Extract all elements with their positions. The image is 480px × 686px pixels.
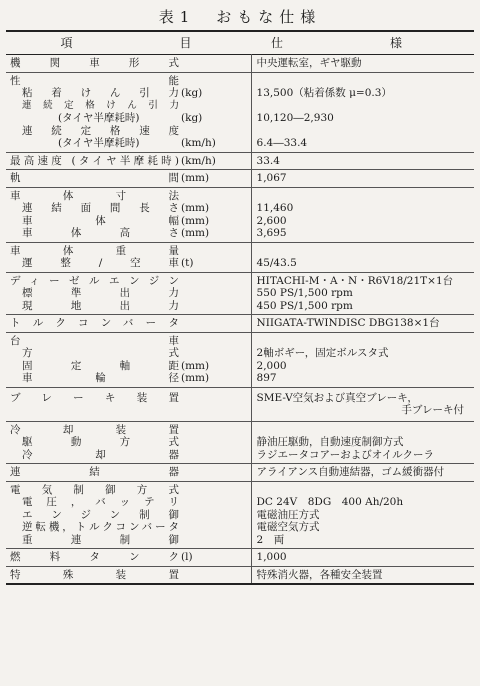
spec-cell — [251, 242, 474, 272]
spec-value: 450 PS/1,500 rpm — [256, 299, 353, 312]
spec-group-row — [6, 315, 474, 333]
unit-cell — [181, 549, 251, 567]
unit-label: (km/h) — [181, 137, 216, 149]
spec-cell — [251, 421, 474, 464]
spec-value: HITACHI-M・A・N・R6V18/21T×1台 — [256, 274, 454, 287]
spec-cell — [251, 72, 474, 152]
item-label: 連結器 — [10, 466, 179, 478]
unit-label — [181, 300, 251, 313]
unit-label — [181, 534, 251, 547]
spec-cell — [251, 464, 474, 482]
unit-label — [181, 75, 251, 88]
spec-cell — [251, 55, 474, 73]
unit-cell — [181, 566, 251, 584]
spec-value: 2,600 — [256, 214, 287, 227]
spec-value — [257, 75, 475, 88]
spec-table — [6, 30, 474, 585]
unit-label — [181, 521, 251, 534]
unit-cell — [181, 55, 251, 73]
unit-label: (mm) — [181, 227, 210, 239]
unit-cell — [181, 187, 251, 242]
unit-cell — [181, 315, 251, 333]
spec-group-row — [6, 152, 474, 170]
item-label: 機関車形式 — [10, 57, 179, 69]
spec-value — [257, 190, 475, 203]
item-label: 逆転機，トルクコンバータ — [22, 521, 179, 533]
spec-cell — [251, 566, 474, 584]
unit-cell — [181, 332, 251, 387]
unit-label: (mm) — [181, 202, 210, 214]
item-label: 性能 — [10, 74, 179, 87]
unit-label — [181, 424, 251, 437]
spec-group-row — [6, 170, 474, 188]
spec-value: 550 PS/1,500 rpm — [256, 287, 353, 299]
spec-value — [257, 125, 475, 138]
unit-label: (kg) — [181, 87, 203, 99]
spec-value: DC 24V 8DG 400 Ah/20h — [256, 496, 404, 508]
spec-cell — [251, 332, 474, 387]
spec-value: 33.4 — [256, 154, 280, 167]
spec-body — [6, 55, 474, 585]
spec-value: 電磁油圧方式 — [256, 508, 320, 521]
unit-label — [181, 466, 251, 479]
spec-group-row — [6, 242, 474, 272]
item-label: 燃料タンク — [10, 551, 179, 563]
item-label: 方式 — [22, 347, 179, 359]
unit-cell — [181, 242, 251, 272]
spec-value: 897 — [256, 372, 277, 384]
spec-cell — [251, 481, 474, 549]
unit-label: (mm) — [181, 372, 210, 384]
unit-label — [181, 509, 251, 522]
spec-cell — [251, 170, 474, 188]
item-label: 台車 — [10, 334, 179, 347]
unit-label — [181, 125, 251, 138]
item-label: 運整/空車 — [22, 257, 179, 269]
unit-label — [181, 484, 251, 497]
item-cell — [6, 464, 181, 482]
item-cell — [6, 332, 181, 387]
spec-value: 2,000 — [256, 359, 287, 372]
spec-value: 中央運転室，ギヤ駆動 — [256, 57, 362, 69]
unit-cell — [181, 387, 251, 421]
item-cell — [6, 387, 181, 421]
spec-cell — [251, 272, 474, 315]
item-label: 車体重量 — [10, 244, 179, 257]
spec-cell — [251, 387, 474, 421]
unit-label — [181, 347, 251, 360]
spec-group-row — [6, 464, 474, 482]
spec-value — [257, 245, 475, 258]
unit-label: (mm) — [181, 359, 210, 372]
spec-value — [257, 100, 475, 113]
table-header-row — [6, 31, 474, 55]
item-label: トルクコンバータ — [10, 317, 179, 329]
spec-group-row — [6, 332, 474, 387]
item-label: 車体高さ — [22, 227, 179, 239]
unit-label — [181, 100, 251, 113]
unit-label — [181, 392, 251, 405]
item-cell — [6, 55, 181, 73]
item-cell — [6, 481, 181, 549]
spec-value: 11,460 — [256, 202, 294, 214]
unit-label: (mm) — [181, 172, 210, 184]
spec-value: 1,000 — [256, 551, 287, 563]
item-label: 連続定格速度 — [22, 124, 179, 137]
item-label: 最高速度 (タイヤ半摩耗時) — [10, 154, 179, 167]
spec-group-row — [6, 72, 474, 152]
spec-value: SME-V空気および真空ブレーキ， — [256, 391, 418, 404]
item-label: 冷却器 — [22, 448, 179, 461]
spec-cell — [251, 152, 474, 170]
item-cell — [6, 549, 181, 567]
spec-group-row — [6, 549, 474, 567]
table-title: 表1 おもな仕様 — [158, 8, 322, 26]
unit-label: (t) — [181, 257, 194, 269]
item-label: 車体寸法 — [10, 189, 179, 202]
spec-cell — [251, 187, 474, 242]
spec-value: 2軸ボギー，固定ボルスタ式 — [256, 347, 389, 359]
item-label: 連結面間長さ — [22, 202, 179, 214]
spec-group-row — [6, 387, 474, 421]
unit-label — [181, 245, 251, 258]
spec-group-row — [6, 272, 474, 315]
unit-label — [181, 569, 251, 582]
unit-cell — [181, 421, 251, 464]
spec-value: 電磁空気方式 — [256, 521, 320, 533]
item-label: エンジン制御 — [22, 508, 179, 521]
item-cell — [6, 152, 181, 170]
item-label: (タイヤ半摩耗時) — [58, 137, 140, 149]
header-spec: 仕 様 — [271, 36, 408, 50]
unit-label: (mm) — [181, 214, 210, 227]
unit-label — [181, 287, 251, 300]
item-label: 冷却装置 — [10, 423, 179, 436]
unit-label — [181, 335, 251, 348]
unit-label — [181, 317, 251, 330]
item-label: 特殊装置 — [10, 568, 179, 581]
unit-label: (kg) — [181, 112, 203, 124]
spec-cell — [251, 315, 474, 333]
item-cell — [6, 187, 181, 242]
spec-value: NIIGATA-TWINDISC DBG138×1台 — [256, 317, 440, 329]
unit-cell — [181, 72, 251, 152]
item-label: (タイヤ半摩耗時) — [58, 112, 140, 124]
unit-label — [181, 190, 251, 203]
item-label: 現地出力 — [22, 299, 179, 312]
spec-value: 13,500（粘着係数 μ=0.3） — [256, 87, 392, 99]
item-label: 標準出力 — [22, 287, 179, 299]
spec-value — [257, 335, 475, 348]
item-cell — [6, 242, 181, 272]
item-cell — [6, 421, 181, 464]
unit-cell — [181, 464, 251, 482]
spec-value — [257, 484, 475, 497]
spec-value: アライアンス自動連結器，ゴム緩衝器付 — [256, 466, 445, 478]
item-label: 駆動方式 — [22, 436, 179, 448]
spec-group-row — [6, 55, 474, 73]
item-cell — [6, 72, 181, 152]
item-label: 粘着けん引力 — [22, 87, 179, 99]
item-cell — [6, 566, 181, 584]
spec-value: 1,067 — [256, 172, 287, 184]
item-label: 固定軸距 — [22, 359, 179, 372]
spec-value — [257, 424, 475, 437]
unit-label — [181, 57, 251, 70]
item-label: 重連制御 — [22, 533, 179, 546]
spec-cell — [251, 549, 474, 567]
spec-value: 6.4―33.4 — [256, 137, 308, 149]
item-label: 電圧，バッテリ — [22, 496, 179, 508]
item-label: ブレーキ装置 — [10, 391, 179, 404]
unit-label — [181, 449, 251, 462]
spec-group-row — [6, 481, 474, 549]
spec-value: 手ブレーキ付 — [401, 404, 465, 416]
unit-label — [181, 404, 251, 417]
unit-label: (l) — [181, 551, 193, 563]
item-label: 連続定格けん引力 — [22, 99, 179, 111]
item-label: 電気制御方式 — [10, 483, 179, 496]
spec-value: 静油圧駆動，自動速度制御方式 — [256, 436, 404, 448]
unit-cell — [181, 272, 251, 315]
spec-value: 45/43.5 — [256, 257, 297, 269]
item-label: 軌間 — [10, 172, 179, 184]
item-cell — [6, 272, 181, 315]
unit-label — [181, 496, 251, 509]
item-label: 車輪径 — [22, 372, 179, 384]
spec-group-row — [6, 187, 474, 242]
unit-cell — [181, 152, 251, 170]
unit-label — [181, 436, 251, 449]
unit-label: (km/h) — [181, 154, 216, 167]
spec-value: 特殊消火器，各種安全装置 — [256, 568, 383, 581]
spec-group-row — [6, 566, 474, 584]
item-cell — [6, 315, 181, 333]
spec-value: 10,120―2,930 — [256, 112, 334, 124]
unit-label — [181, 275, 251, 288]
spec-value: 3,695 — [256, 227, 287, 239]
spec-value: ラジエータコアーおよびオイルクーラ — [256, 448, 434, 461]
spec-group-row — [6, 421, 474, 464]
spec-value: 2 両 — [256, 533, 285, 546]
item-label: ディーゼルエンジン — [10, 274, 179, 287]
unit-cell — [181, 170, 251, 188]
item-cell — [6, 170, 181, 188]
item-label: 車体幅 — [22, 214, 179, 227]
header-item: 項 目 — [60, 36, 197, 50]
unit-cell — [181, 481, 251, 549]
